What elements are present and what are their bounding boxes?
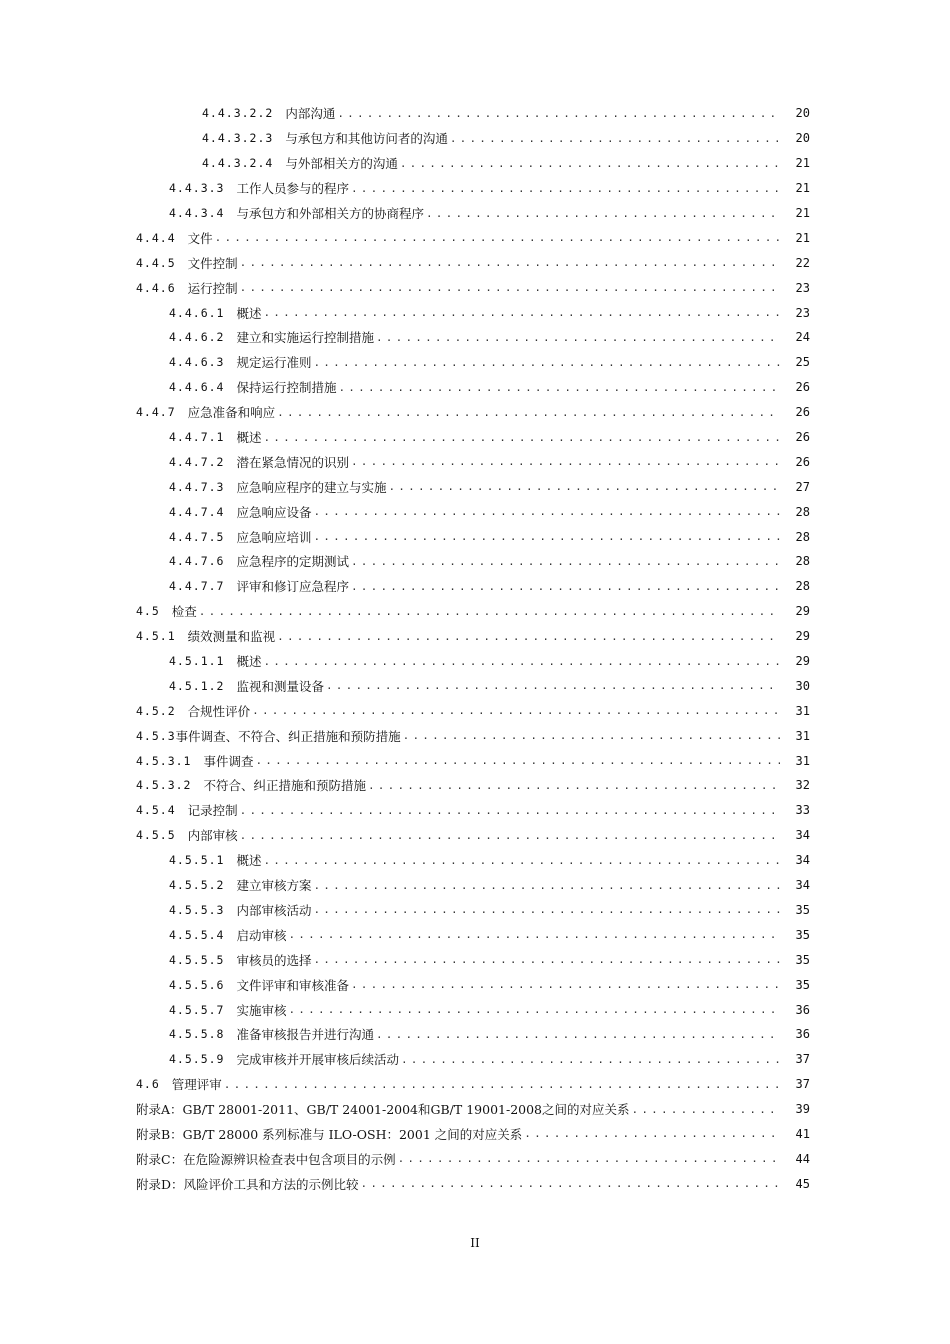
toc-entry-title: 不符合、纠正措施和预防措施 (203, 778, 366, 794)
toc-leader-dots (326, 679, 780, 692)
toc-entry[interactable] (0, 524, 950, 549)
toc-entry-page: 28 (795, 554, 810, 569)
toc-entry[interactable] (0, 898, 950, 923)
toc-leader-dots (199, 605, 780, 618)
toc-entry[interactable] (0, 375, 950, 400)
toc-entry[interactable] (0, 225, 950, 250)
toc-entry-number: 4.4.7.1 (169, 430, 225, 445)
toc-entry-page: 44 (795, 1151, 810, 1166)
toc-entry-title: 实施审核 (236, 1002, 287, 1018)
toc-entry[interactable] (0, 773, 950, 798)
toc-entry-number: 4.5.1 (136, 629, 176, 644)
toc-leader-dots (450, 132, 780, 145)
toc-entry-title: 监视和测量设备 (236, 678, 324, 694)
toc-entry-page: 29 (795, 604, 810, 619)
toc-entry-title: 概述 (236, 654, 262, 670)
toc-appendix-entry[interactable] (0, 1097, 950, 1122)
toc-entry-page: 26 (795, 405, 810, 420)
toc-entry-number: 4.4.5 (136, 255, 176, 270)
toc-leader-dots (313, 505, 780, 518)
toc-entry-page: 21 (795, 181, 810, 196)
toc-entry-page: 36 (795, 1027, 810, 1042)
toc-leader-dots (403, 729, 780, 742)
toc-appendix-entry[interactable] (0, 1171, 950, 1196)
toc-entry-page: 22 (795, 255, 810, 270)
toc-entry[interactable] (0, 972, 950, 997)
toc-entry-title: 应急程序的定期测试 (236, 554, 349, 570)
toc-entry-title: 运行控制 (187, 280, 238, 296)
toc-entry-number: 4.5.3.1 (136, 753, 192, 768)
toc-entry-number: 4.4.7.4 (169, 504, 225, 519)
toc-entry[interactable] (0, 997, 950, 1022)
toc-entry-title: 应急响应程序的建立与实施 (236, 479, 387, 495)
toc-entry-page: 35 (795, 977, 810, 992)
toc-entry[interactable] (0, 673, 950, 698)
toc-entry-page: 35 (795, 952, 810, 967)
toc-entry-title: 与承包方和外部相关方的协商程序 (236, 206, 424, 221)
toc-entry-page: 36 (795, 1002, 810, 1017)
toc-leader-dots (398, 1152, 780, 1165)
toc-entry-page: 41 (795, 1126, 810, 1141)
toc-entry-title: 概述 (236, 430, 262, 446)
toc-entry-title: 应急响应培训 (236, 529, 312, 545)
toc-entry-number: 4.5.5.3 (169, 902, 225, 917)
toc-entry-number: 4.5.5.4 (169, 927, 225, 942)
toc-entry-page: 24 (795, 330, 810, 345)
toc-entry-page: 35 (795, 927, 810, 942)
toc-leader-dots (313, 356, 780, 369)
toc-leader-dots (240, 256, 780, 269)
toc-entry[interactable] (0, 275, 950, 300)
toc-entry[interactable] (0, 698, 950, 723)
toc-entry[interactable] (0, 474, 950, 499)
toc-entry[interactable] (0, 126, 950, 151)
toc-leader-dots (252, 704, 780, 717)
toc-entry-page: 31 (795, 753, 810, 768)
toc-entry-title: 应急准备和响应 (187, 405, 276, 421)
toc-entry-number: 4.6 (136, 1077, 160, 1092)
toc-entry-page: 45 (795, 1176, 810, 1191)
toc-leader-dots (240, 281, 780, 294)
toc-entry-number: 4.5.3 (136, 728, 176, 743)
toc-entry[interactable] (0, 101, 950, 126)
toc-entry-number: 4.5.1.2 (169, 678, 225, 693)
toc-entry-page: 30 (795, 678, 810, 693)
toc-entry-title: 准备审核报告并进行沟通 (236, 1027, 374, 1043)
toc-entry[interactable] (0, 449, 950, 474)
toc-leader-dots (263, 306, 780, 319)
toc-entry[interactable] (0, 624, 950, 649)
toc-entry-title: 应急响应设备 (236, 504, 312, 520)
table-of-contents (0, 101, 950, 1196)
toc-leader-dots (400, 157, 780, 170)
toc-entry-page: 39 (795, 1102, 810, 1117)
toc-entry-title: 概述 (236, 853, 262, 869)
toc-entry-page: 28 (795, 504, 810, 519)
toc-leader-dots (376, 331, 780, 344)
toc-entry[interactable] (0, 848, 950, 873)
toc-entry-page: 34 (795, 828, 810, 843)
toc-entry-page: 26 (795, 454, 810, 469)
toc-entry-page: 26 (795, 380, 810, 395)
toc-entry-number: 4.5.5.6 (169, 977, 225, 992)
toc-entry-page: 32 (795, 778, 810, 793)
toc-entry[interactable] (0, 176, 950, 201)
toc-entry[interactable] (0, 798, 950, 823)
toc-entry-number: 4.5.5.5 (169, 952, 225, 967)
toc-entry-title: 附录C：在危险源辨识检查表中包含项目的示例 (136, 1151, 396, 1167)
toc-leader-dots (313, 953, 780, 966)
toc-entry-number: 4.4.3.4 (169, 206, 225, 220)
toc-entry-page: 27 (795, 479, 810, 494)
toc-entry-title: 记录控制 (187, 803, 238, 819)
toc-entry[interactable] (0, 1047, 950, 1072)
toc-leader-dots (524, 1127, 780, 1140)
toc-leader-dots (376, 1028, 780, 1041)
toc-entry-number: 4.4.7.7 (169, 579, 225, 594)
toc-entry-page: 23 (795, 280, 810, 295)
toc-entry-number: 4.4.3.2.2 (202, 106, 274, 121)
toc-entry[interactable] (0, 549, 950, 574)
toc-leader-dots (215, 231, 780, 244)
toc-entry-page: 20 (795, 106, 810, 121)
toc-entry-page: 34 (795, 853, 810, 868)
toc-leader-dots (313, 879, 780, 892)
toc-entry-number: 4.5.5.2 (169, 878, 225, 893)
toc-leader-dots (277, 630, 780, 643)
toc-entry-number: 4.5.3.2 (136, 778, 192, 793)
toc-entry-title: 附录B：GB/T 28000 系列标准与 ILO-OSH：2001 之间的对应关系 (136, 1126, 523, 1142)
toc-entry[interactable] (0, 325, 950, 350)
toc-entry-title: 概述 (236, 305, 262, 321)
toc-entry-number: 4.5.4 (136, 803, 176, 818)
toc-appendix-entry[interactable] (0, 1146, 950, 1171)
toc-entry-number: 4.5.1.1 (169, 654, 225, 669)
toc-leader-dots (388, 480, 780, 493)
toc-entry[interactable] (0, 922, 950, 947)
toc-entry-number: 4.4.3.2.3 (202, 131, 274, 146)
toc-entry-number: 4.5.5.9 (169, 1052, 225, 1067)
toc-entry-number: 4.4.6.1 (169, 305, 225, 320)
toc-entry-title: 启动审核 (236, 927, 287, 943)
toc-entry[interactable] (0, 400, 950, 425)
toc-entry-page: 33 (795, 803, 810, 818)
toc-leader-dots (263, 431, 780, 444)
toc-entry-title: 建立和实施运行控制措施 (236, 330, 374, 346)
toc-leader-dots (351, 555, 780, 568)
toc-entry-page: 37 (795, 1077, 810, 1092)
toc-entry-title: 事件调查、不符合、纠正措施和预防措施 (175, 728, 401, 744)
toc-entry-number: 4.5.5.7 (169, 1002, 225, 1017)
toc-entry-page: 34 (795, 878, 810, 893)
toc-entry-title: 审核员的选择 (236, 952, 312, 968)
toc-entry-number: 4.4.4 (136, 230, 176, 245)
toc-leader-dots (351, 978, 780, 991)
toc-leader-dots (632, 1103, 780, 1116)
toc-entry-number: 4.4.6.2 (169, 330, 225, 345)
toc-leader-dots (263, 655, 780, 668)
toc-entry-page: 21 (795, 156, 810, 171)
toc-leader-dots (313, 903, 780, 916)
toc-leader-dots (240, 804, 780, 817)
toc-entry-title: 工作人员参与的程序 (236, 181, 349, 197)
toc-leader-dots (263, 854, 780, 867)
toc-leader-dots (368, 779, 780, 792)
toc-entry-number: 4.4.3.2.4 (202, 156, 274, 171)
toc-entry-title: 内部审核 (187, 828, 238, 844)
toc-leader-dots (361, 1177, 780, 1190)
toc-entry[interactable] (0, 723, 950, 748)
toc-entry-title: 建立审核方案 (236, 878, 312, 894)
toc-entry-title: 保持运行控制措施 (236, 380, 337, 396)
toc-entry[interactable] (0, 574, 950, 599)
toc-entry-title: 附录D：风险评价工具和方法的示例比较 (136, 1176, 359, 1192)
toc-entry[interactable] (0, 499, 950, 524)
toc-entry-title: 检查 (171, 604, 197, 620)
toc-entry-number: 4.5 (136, 604, 160, 619)
toc-entry-number: 4.4.7.5 (169, 529, 225, 544)
toc-entry-title: 附录A：GB/T 28001-2011、GB/T 24001-2004和GB/T 19001-2008之间的对应关系 (136, 1102, 630, 1118)
toc-entry-number: 4.5.5.8 (169, 1027, 225, 1042)
toc-entry-title: 文件控制 (187, 255, 238, 271)
toc-entry-page: 26 (795, 430, 810, 445)
toc-leader-dots (313, 530, 780, 543)
toc-entry-page: 21 (795, 206, 810, 220)
toc-entry-title: 合规性评价 (187, 703, 251, 719)
toc-entry[interactable] (0, 748, 950, 773)
toc-entry-title: 内部审核活动 (236, 902, 312, 918)
toc-entry[interactable] (0, 947, 950, 972)
toc-leader-dots (351, 182, 780, 195)
toc-entry-title: 潜在紧急情况的识别 (236, 454, 349, 470)
toc-entry-title: 事件调查 (203, 753, 254, 769)
toc-entry[interactable] (0, 649, 950, 674)
toc-entry[interactable] (0, 300, 950, 325)
toc-entry-page: 28 (795, 529, 810, 544)
toc-entry-number: 4.5.5 (136, 828, 176, 843)
toc-entry-title: 文件 (187, 230, 213, 246)
toc-leader-dots (351, 455, 780, 468)
toc-entry[interactable] (0, 873, 950, 898)
toc-entry-title: 评审和修订应急程序 (236, 579, 349, 595)
toc-leader-dots (277, 406, 780, 419)
toc-entry[interactable] (0, 1022, 950, 1047)
toc-leader-dots (288, 1003, 780, 1016)
toc-entry-page: 29 (795, 654, 810, 669)
toc-entry-page: 21 (795, 230, 810, 245)
toc-entry[interactable] (0, 350, 950, 375)
toc-entry[interactable] (0, 201, 950, 226)
toc-appendix-entry[interactable] (0, 1122, 950, 1147)
toc-leader-dots (338, 381, 780, 394)
toc-entry-number: 4.4.7.2 (169, 454, 225, 469)
toc-entry-title: 绩效测量和监视 (187, 629, 276, 645)
toc-entry-page: 20 (795, 131, 810, 146)
toc-entry[interactable] (0, 1072, 950, 1097)
toc-entry-page: 25 (795, 355, 810, 370)
toc-leader-dots (426, 207, 780, 220)
toc-entry-number: 4.4.7.3 (169, 479, 225, 494)
toc-entry-page: 23 (795, 305, 810, 320)
toc-entry-title: 规定运行准则 (236, 355, 312, 371)
toc-entry-page: 35 (795, 902, 810, 917)
page-number-footer: II (470, 1236, 480, 1250)
toc-entry-page: 29 (795, 629, 810, 644)
toc-entry-number: 4.4.6.4 (169, 380, 225, 395)
toc-entry-title: 与外部相关方的沟通 (285, 156, 398, 172)
toc-entry-title: 管理评审 (171, 1077, 222, 1093)
toc-entry-number: 4.4.6 (136, 280, 176, 295)
toc-entry[interactable] (0, 823, 950, 848)
toc-entry[interactable] (0, 250, 950, 275)
toc-entry[interactable] (0, 599, 950, 624)
toc-leader-dots (351, 580, 780, 593)
toc-leader-dots (224, 1078, 780, 1091)
toc-entry-number: 4.4.6.3 (169, 355, 225, 370)
toc-leader-dots (240, 829, 780, 842)
toc-leader-dots (337, 107, 780, 120)
toc-entry[interactable] (0, 151, 950, 176)
toc-leader-dots (401, 1053, 780, 1066)
toc-leader-dots (255, 754, 780, 767)
toc-entry-number: 4.4.3.3 (169, 181, 225, 196)
toc-entry-number: 4.5.2 (136, 703, 176, 718)
toc-entry-title: 完成审核并开展审核后续活动 (236, 1052, 399, 1068)
toc-entry[interactable] (0, 425, 950, 450)
toc-entry-page: 31 (795, 728, 810, 743)
toc-entry-title: 内部沟通 (285, 106, 336, 122)
toc-entry-title: 与承包方和其他访问者的沟通 (285, 131, 448, 147)
toc-entry-page: 37 (795, 1052, 810, 1067)
toc-entry-number: 4.4.7 (136, 405, 176, 420)
toc-leader-dots (288, 928, 780, 941)
toc-entry-title: 文件评审和审核准备 (236, 977, 349, 993)
toc-entry-page: 28 (795, 579, 810, 594)
toc-entry-page: 31 (795, 703, 810, 718)
toc-entry-number: 4.4.7.6 (169, 554, 225, 569)
toc-entry-number: 4.5.5.1 (169, 853, 225, 868)
